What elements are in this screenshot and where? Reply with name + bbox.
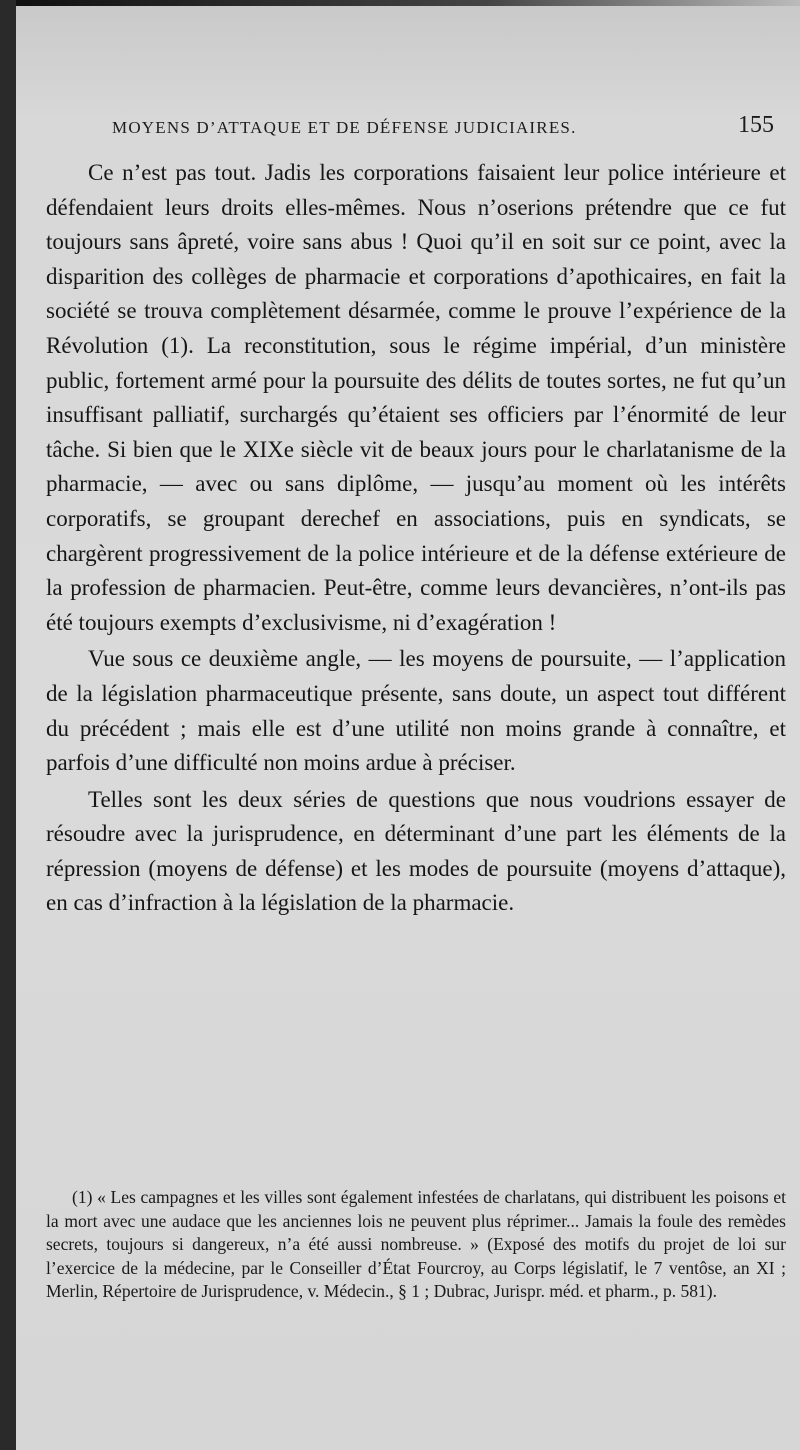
footnote (46, 1186, 786, 1304)
paragraph-1: Ce n’est pas tout. Jadis les corporations faisaient leur police intérieure et défendaient leurs droits elles-mêmes. Nous n’oserions prétendre que ce fut toujours sans âpreté, voire sans abus ! Quoi qu’il en soit sur ce point, avec la disparition des collèges de pharmacie et corporations d’apothicaires, en fait la société se trouva complètement désarmée, comme le prouve l’expérience de la Révolution (1). La reconstitution, sous le régime impérial, d’un ministère public, fortement armé pour la poursuite des délits de toutes sortes, ne fut qu’un insuffisant palliatif, surchargés qu’étaient ses officiers par l’énormité de leur tâche. Si bien que le XIXe siècle vit de beaux jours pour le charlatanisme de la pharmacie, — avec ou sans diplôme, — jusqu’au moment où les intérêts corporatifs, se groupant derechef en associations, puis en syndicats, se chargèrent progressivement de la police intérieure et de la défense extérieure de la profession de pharmacien. Peut-être, comme leurs devancières, n’ont-ils pas été toujours exempts d’exclusivisme, ni d’exagération ! (46, 160, 786, 635)
footnote-text: (1) « Les campagnes et les villes sont également infestées de charlatans, qui distribuent les poisons et la mort avec une audace que les anciennes lois ne peuvent plus réprimer... Jamais la foule des remèdes secrets, toujours si dangereux, n’a été aussi nombreuse. » (Exposé des motifs du projet de loi sur l’exercice de la médecine, par le Conseiller d’État Fourcroy, au Corps législatif, le 7 ventôse, an XI ; Merlin, Répertoire de Jurisprudence, v. Médecin., § 1 ; Dubrac, Jurispr. méd. et pharm., p. 581). (46, 1187, 786, 1301)
running-title: MOYENS D’ATTAQUE ET DE DÉFENSE JUDICIAIRES. (112, 118, 577, 137)
running-head (16, 112, 800, 148)
page-number: 155 (738, 112, 774, 138)
paragraph-2: Vue sous ce deuxième angle, — les moyens de poursuite, — l’application de la législation pharmaceutique présente, sans doute, un aspect tout différent du précédent ; mais elle est d’une utilité non moins grande à connaître, et parfois d’une difficulté non moins ardue à préciser. (46, 646, 786, 776)
book-page (16, 6, 800, 1450)
paragraph-3: Telles sont les deux séries de questions que nous voudrions essayer de résoudre avec la jurisprudence, en déterminant d’une part les éléments de la répression (moyens de défense) et les modes de poursuite (moyens d’attaque), en cas d’infraction à la législation de la pharmacie. (46, 786, 786, 916)
body-text (46, 156, 786, 921)
